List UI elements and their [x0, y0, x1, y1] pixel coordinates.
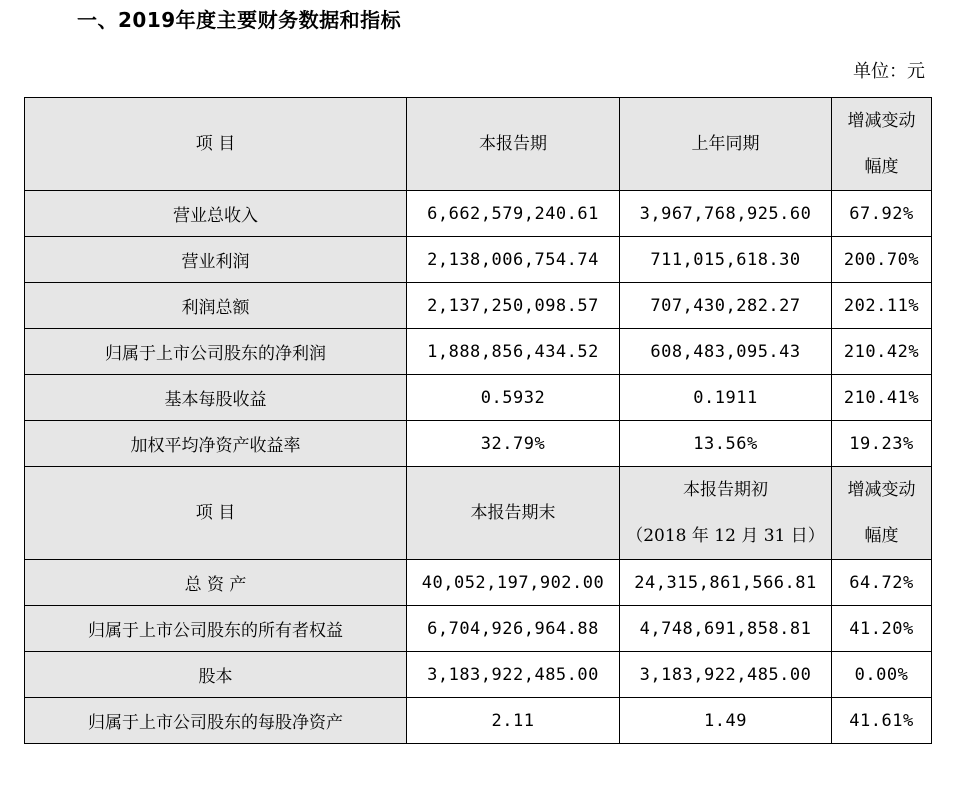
change-value: 210.41% [832, 375, 932, 421]
row-label: 利润总额 [25, 283, 407, 329]
current-value: 6,704,926,964.88 [407, 606, 620, 652]
current-value: 6,662,579,240.61 [407, 191, 620, 237]
row-label: 总 资 产 [25, 560, 407, 606]
header-change-line1: 增减变动 [847, 480, 916, 500]
prior-value: 711,015,618.30 [620, 237, 832, 283]
prior-value: 4,748,691,858.81 [620, 606, 832, 652]
table-header-row [25, 467, 932, 560]
change-value: 202.11% [832, 283, 932, 329]
change-value: 64.72% [832, 560, 932, 606]
table-row [25, 421, 932, 467]
table-row [25, 283, 932, 329]
prior-value: 13.56% [620, 421, 832, 467]
change-value: 67.92% [832, 191, 932, 237]
table-row [25, 560, 932, 606]
header-item [25, 467, 407, 560]
row-label: 基本每股收益 [25, 375, 407, 421]
header-current-period: 本报告期 [407, 98, 620, 191]
change-value: 41.61% [832, 698, 932, 744]
row-label: 归属于上市公司股东的所有者权益 [25, 606, 407, 652]
current-value: 3,183,922,485.00 [407, 652, 620, 698]
table-row [25, 375, 932, 421]
current-value: 2,137,250,098.57 [407, 283, 620, 329]
header-prior-period: 上年同期 [620, 98, 832, 191]
prior-value: 1.49 [620, 698, 832, 744]
table-row [25, 329, 932, 375]
change-value: 210.42% [832, 329, 932, 375]
header-change-line2: 幅度 [864, 157, 899, 177]
row-label: 营业利润 [25, 237, 407, 283]
prior-value: 24,315,861,566.81 [620, 560, 832, 606]
table-row [25, 237, 932, 283]
row-label: 加权平均净资产收益率 [25, 421, 407, 467]
row-label: 营业总收入 [25, 191, 407, 237]
table-row [25, 698, 932, 744]
unit-label: 单位：元 [853, 61, 925, 82]
current-value: 32.79% [407, 421, 620, 467]
header-change-line2: 幅度 [864, 526, 899, 546]
prior-value: 608,483,095.43 [620, 329, 832, 375]
row-label: 股本 [25, 652, 407, 698]
current-value: 0.5932 [407, 375, 620, 421]
header-period-start [620, 467, 832, 560]
prior-value: 707,430,282.27 [620, 283, 832, 329]
financial-data-table [24, 97, 932, 744]
prior-value: 0.1911 [620, 375, 832, 421]
header-period-end: 本报告期末 [407, 467, 620, 560]
table-row [25, 191, 932, 237]
header-period-start-line2: （2018 年 12 月 31 日） [626, 526, 825, 546]
table-header-row [25, 98, 932, 191]
row-label: 归属于上市公司股东的每股净资产 [25, 698, 407, 744]
header-change-line1: 增减变动 [847, 111, 916, 131]
change-value: 41.20% [832, 606, 932, 652]
current-value: 40,052,197,902.00 [407, 560, 620, 606]
change-value: 0.00% [832, 652, 932, 698]
prior-value: 3,183,922,485.00 [620, 652, 832, 698]
header-period-start-line1: 本报告期初 [683, 480, 768, 500]
change-value: 200.70% [832, 237, 932, 283]
table-row [25, 652, 932, 698]
current-value: 2,138,006,754.74 [407, 237, 620, 283]
change-value: 19.23% [832, 421, 932, 467]
current-value: 1,888,856,434.52 [407, 329, 620, 375]
header-item-text: 项 目 [195, 503, 236, 523]
header-item-text: 项 目 [195, 134, 236, 154]
section-title: 一、2019年度主要财务数据和指标 [77, 8, 402, 32]
row-label: 归属于上市公司股东的净利润 [25, 329, 407, 375]
header-change [832, 98, 932, 191]
prior-value: 3,967,768,925.60 [620, 191, 832, 237]
header-item [25, 98, 407, 191]
current-value: 2.11 [407, 698, 620, 744]
header-change [832, 467, 932, 560]
table-row [25, 606, 932, 652]
